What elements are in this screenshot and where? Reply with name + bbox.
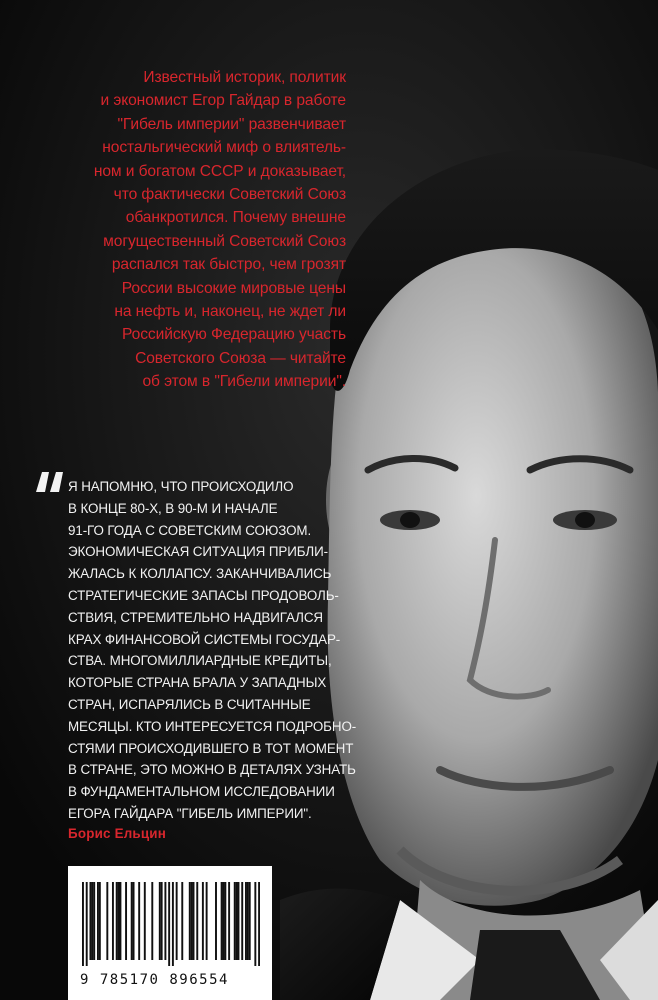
barcode-bar (116, 882, 118, 960)
book-description (56, 66, 346, 394)
description-line: могущественный Советский Союз (103, 232, 346, 250)
quote-mark-icon (34, 466, 64, 496)
barcode-bar (241, 882, 243, 960)
barcode-bar (161, 882, 163, 960)
quote-line: СТРАТЕГИЧЕСКИЕ ЗАПАСЫ ПРОДОВОЛЬ- (68, 587, 339, 603)
description-line: на нефть и, наконец, не ждет ли (114, 303, 346, 321)
barcode-bar (164, 882, 166, 960)
barcode-bar (247, 882, 249, 960)
barcode-bar (196, 882, 198, 960)
barcode-bar (206, 882, 208, 960)
barcode-bar (131, 882, 133, 960)
description-line: ном и богатом СССР и доказывает, (93, 162, 346, 180)
quote-block (68, 476, 368, 825)
description-line: "Гибель империи" развенчивает (117, 115, 346, 133)
barcode-bar (228, 882, 230, 960)
barcode-bar (249, 882, 251, 960)
barcode-bar (82, 882, 84, 966)
quote-line: ЭКОНОМИЧЕСКАЯ СИТУАЦИЯ ПРИБЛИ- (68, 544, 328, 560)
barcode-bar (151, 882, 153, 960)
quote-line: КРАХ ФИНАНСОВОЙ СИСТЕМЫ ГОСУДАР- (68, 631, 341, 647)
quote-line: СТВИЯ, СТРЕМИТЕЛЬНО НАДВИГАЛСЯ (68, 609, 323, 625)
barcode-bar (193, 882, 195, 960)
barcode-bar (172, 882, 174, 966)
barcode-bar (106, 882, 108, 960)
barcode-bar (112, 882, 114, 960)
barcode-bar (181, 882, 183, 960)
barcode-bar (176, 882, 178, 960)
quote-line: СТВА. МНОГОМИЛЛИАРДНЫЕ КРЕДИТЫ, (68, 653, 332, 669)
barcode-bar (119, 882, 121, 960)
barcode-bar (202, 882, 204, 960)
barcode-bar (223, 882, 225, 960)
barcode-bar (234, 882, 236, 960)
description-line: что фактически Советский Союз (113, 186, 346, 204)
barcode-bar (168, 882, 170, 966)
barcode-bar (125, 882, 127, 960)
quote-line: КОТОРЫЕ СТРАНА БРАЛА У ЗАПАДНЫХ (68, 675, 327, 691)
barcode-bar (138, 882, 140, 960)
barcode-bar (189, 882, 191, 960)
quote-line: В ФУНДАМЕНТАЛЬНОМ ИССЛЕДОВАНИИ (68, 784, 335, 800)
quote-line: В КОНЦЕ 80-Х, В 90-М И НАЧАЛЕ (68, 500, 278, 516)
barcode-bar (118, 882, 120, 960)
quote-line: ЖАЛАСЬ К КОЛЛАПСУ. ЗАКАНЧИВАЛИСЬ (68, 566, 332, 582)
barcode-bar (86, 882, 88, 966)
barcode-bar (97, 882, 99, 960)
description-line: Известный историк, политик (143, 69, 346, 86)
isbn-number: 9 785170 896554 (80, 972, 229, 988)
barcode-bar (93, 882, 95, 960)
barcode-bar (89, 882, 91, 960)
quote-line: СТЯМИ ПРОИСХОДИВШЕГО В ТОТ МОМЕНТ (68, 740, 354, 756)
description-line: Российскую Федерацию участь (122, 326, 346, 344)
barcode-bar (258, 882, 260, 966)
description-line: Советского Союза — читайте (135, 349, 346, 367)
barcode-bars (82, 882, 260, 966)
quote-line: МЕСЯЦЫ. КТО ИНТЕРЕСУЕТСЯ ПОДРОБНО- (68, 718, 357, 734)
quote-line: 91-ГО ГОДА С СОВЕТСКИМ СОЮЗОМ. (68, 522, 312, 538)
description-line: ностальгический миф о влиятель- (102, 139, 346, 157)
quote-author: Борис Ельцин (68, 826, 167, 841)
barcode-bar (215, 882, 217, 960)
quote-line: Я НАПОМНЮ, ЧТО ПРОИСХОДИЛО (68, 479, 294, 494)
description-line: распался так быстро, чем грозят (111, 256, 346, 274)
barcode-bar (245, 882, 247, 960)
quote-line: В СТРАНЕ, ЭТО МОЖНО В ДЕТАЛЯХ УЗНАТЬ (68, 762, 356, 778)
description-line: об этом в "Гибели империи". (142, 373, 346, 391)
barcode-bar (99, 882, 101, 960)
barcode-bar (238, 882, 240, 960)
barcode-bar (224, 882, 226, 960)
barcode-bar (191, 882, 193, 960)
quote-line: СТРАН, ИСПАРЯЛИСЬ В СЧИТАННЫЕ (68, 696, 311, 712)
description-line: обанкротился. Почему внешне (125, 209, 346, 227)
quote-line: ЕГОРА ГАЙДАРА "ГИБЕЛЬ ИМПЕРИИ". (68, 805, 312, 821)
barcode-bar (144, 882, 146, 960)
description-line: России высокие мировые цены (121, 279, 346, 297)
barcode-bar (133, 882, 135, 960)
description-line: и экономист Егор Гайдар в работе (100, 92, 346, 110)
barcode-bar (221, 882, 223, 960)
barcode-bar (236, 882, 238, 960)
isbn-barcode (68, 866, 272, 1000)
barcode-bar (91, 882, 93, 960)
barcode-bar (159, 882, 161, 960)
barcode-bar (254, 882, 256, 966)
